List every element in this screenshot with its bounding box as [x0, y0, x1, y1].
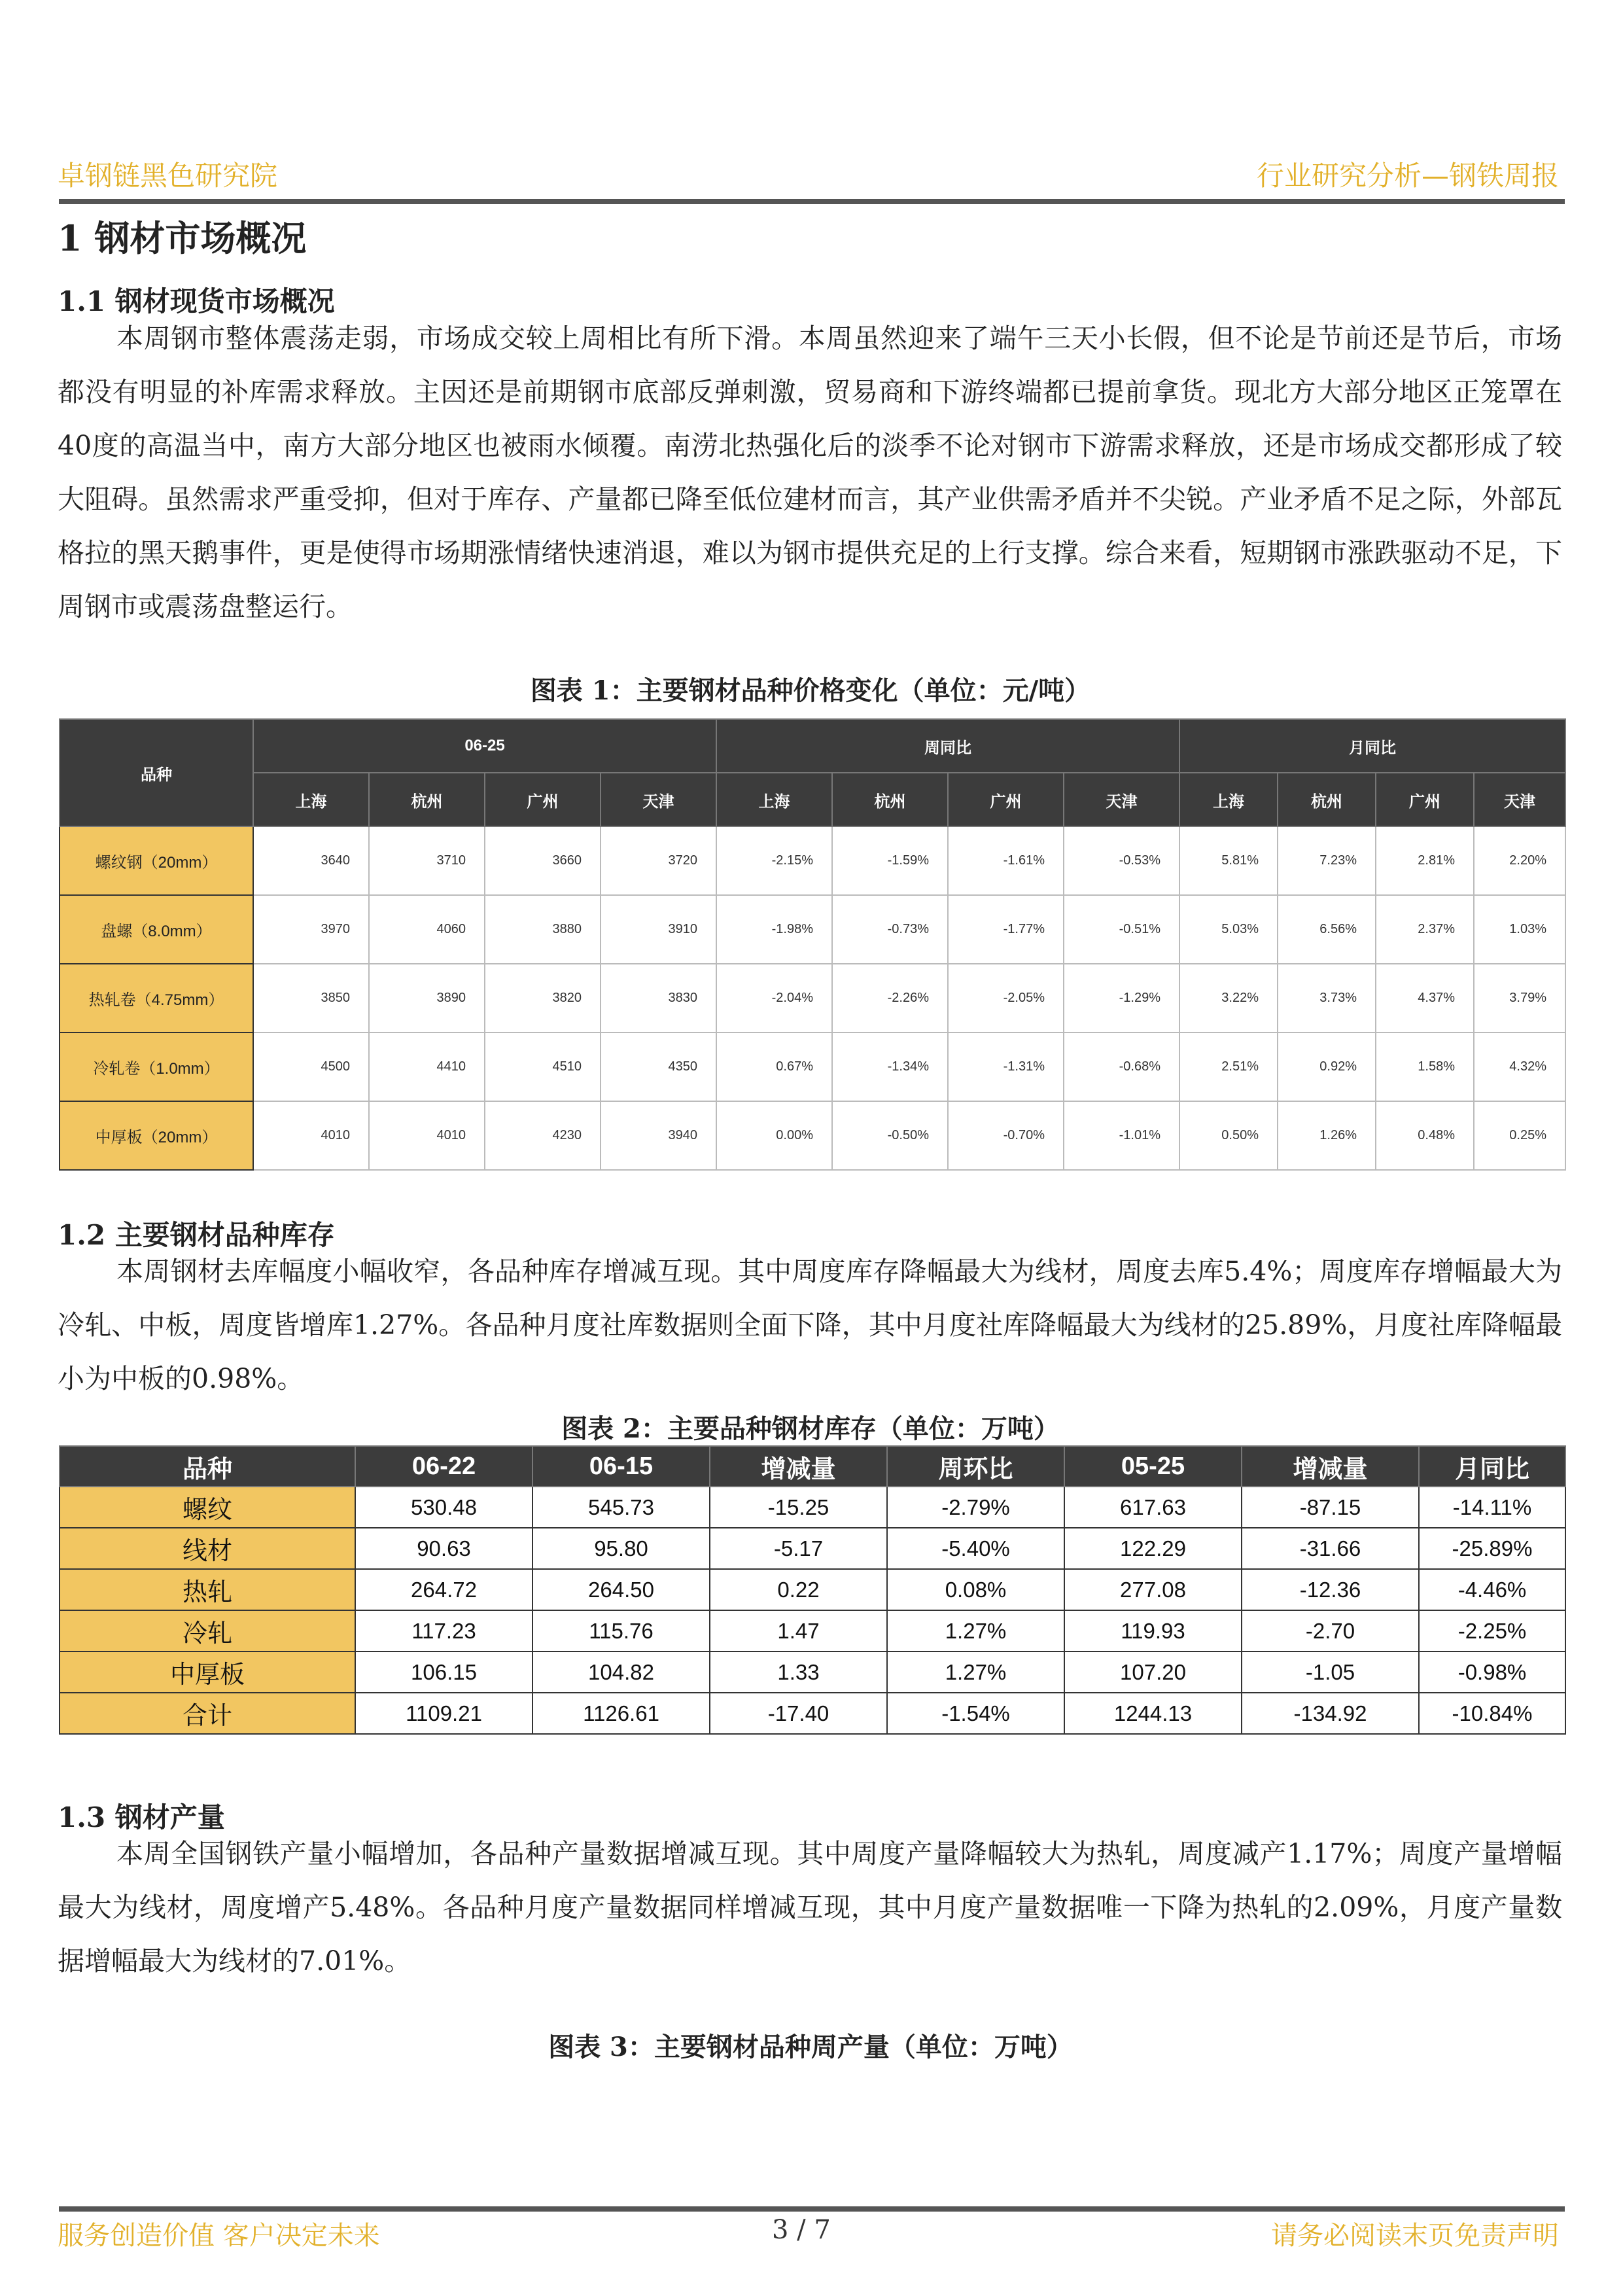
- table-cell: -1.98%: [716, 895, 832, 964]
- table-cell: -2.04%: [716, 964, 832, 1033]
- table-cell: 1.26%: [1278, 1101, 1376, 1170]
- table2-column-header: 月同比: [1419, 1446, 1565, 1487]
- table-cell: 264.72: [355, 1569, 532, 1610]
- table-cell: 2.20%: [1474, 826, 1565, 895]
- table-cell: -1.29%: [1064, 964, 1179, 1033]
- table-cell: -0.98%: [1419, 1651, 1565, 1693]
- table-cell: 115.76: [532, 1610, 710, 1651]
- table-cell: 104.82: [532, 1651, 710, 1693]
- table-cell: -0.73%: [832, 895, 948, 964]
- table-cell: 277.08: [1064, 1569, 1242, 1610]
- table-cell: 3850: [253, 964, 369, 1033]
- table-cell: 95.80: [532, 1528, 710, 1569]
- table-cell: -87.15: [1242, 1487, 1419, 1528]
- table-cell: 3720: [601, 826, 716, 895]
- table-cell: 4500: [253, 1033, 369, 1101]
- table-cell: 0.92%: [1278, 1033, 1376, 1101]
- table-cell: 3710: [369, 826, 485, 895]
- variety-name: 合计: [60, 1693, 355, 1734]
- table-cell: 617.63: [1064, 1487, 1242, 1528]
- table-cell: 4010: [253, 1101, 369, 1170]
- table-cell: 3910: [601, 895, 716, 964]
- header-org-name: 卓钢链黑色研究院: [58, 160, 278, 192]
- table-cell: 3640: [253, 826, 369, 895]
- variety-name: 螺纹钢（20mm）: [60, 826, 253, 895]
- table2-column-header: 06-15: [532, 1446, 710, 1487]
- table-cell: -4.46%: [1419, 1569, 1565, 1610]
- table-cell: 107.20: [1064, 1651, 1242, 1693]
- table-cell: -2.05%: [948, 964, 1064, 1033]
- table3-caption: 图表 3：主要钢材品种周产量（单位：万吨）: [548, 2032, 1073, 2062]
- table-cell: 2.37%: [1376, 895, 1474, 964]
- table1-header-mom: 月同比: [1179, 719, 1565, 773]
- variety-name: 冷轧: [60, 1610, 355, 1651]
- header-divider: [59, 199, 1565, 204]
- table-cell: 3970: [253, 895, 369, 964]
- table-row: [60, 895, 1565, 964]
- table-cell: -1.05: [1242, 1651, 1419, 1693]
- table-cell: 1.03%: [1474, 895, 1565, 964]
- variety-name: 中厚板（20mm）: [60, 1101, 253, 1170]
- page-number: 3 / 7: [772, 2215, 831, 2245]
- table-cell: 1244.13: [1064, 1693, 1242, 1734]
- table-cell: 1.27%: [887, 1651, 1064, 1693]
- table-cell: -15.25: [710, 1487, 887, 1528]
- table-cell: 3.79%: [1474, 964, 1565, 1033]
- table2-column-header: 05-25: [1064, 1446, 1242, 1487]
- header-report-type: 行业研究分析—钢铁周报: [1256, 160, 1559, 192]
- table-cell: -1.77%: [948, 895, 1064, 964]
- price-table: [59, 718, 1566, 1171]
- table-cell: 5.03%: [1179, 895, 1278, 964]
- table-cell: -1.61%: [948, 826, 1064, 895]
- table-cell: 4230: [485, 1101, 601, 1170]
- table-row: [60, 964, 1565, 1033]
- table-cell: -0.53%: [1064, 826, 1179, 895]
- table1-header-wow: 周同比: [716, 719, 1179, 773]
- table-cell: 1.58%: [1376, 1033, 1474, 1101]
- table-row: [60, 1528, 1565, 1569]
- table-cell: -2.26%: [832, 964, 948, 1033]
- table1-city-header: 广州: [1376, 773, 1474, 826]
- table2-column-header: 周环比: [887, 1446, 1064, 1487]
- variety-name: 热轧: [60, 1569, 355, 1610]
- paragraph-production: 本周全国钢铁产量小幅增加，各品种产量数据增减互现。其中周度产量降幅较大为热轧，周度减产1.17%；周度产量增幅最大为线材，周度增产5.48%。各品种月度产量数据同样增减互现，其中月度产量数据唯一下降为热轧的2.09%，月度产量数据增幅最大为线材的7.01%。: [58, 1838, 1562, 1977]
- variety-name: 中厚板: [60, 1651, 355, 1693]
- table-cell: 4.32%: [1474, 1033, 1565, 1101]
- table-cell: -2.25%: [1419, 1610, 1565, 1651]
- table-row: [60, 1487, 1565, 1528]
- table-cell: 1.47: [710, 1610, 887, 1651]
- table2-column-header: 06-22: [355, 1446, 532, 1487]
- table2-caption: 图表 2：主要品种钢材库存（单位：万吨）: [561, 1413, 1060, 1444]
- table-cell: -14.11%: [1419, 1487, 1565, 1528]
- table-row: [60, 826, 1565, 895]
- table2-column-header: 增减量: [1242, 1446, 1419, 1487]
- subsection-title-1-3: 1.3 钢材产量: [58, 1801, 225, 1833]
- table-cell: 0.48%: [1376, 1101, 1474, 1170]
- table-cell: 2.81%: [1376, 826, 1474, 895]
- section-title: 1 钢材市场概况: [58, 217, 307, 259]
- subsection-title-1-1: 1.1 钢材现货市场概况: [58, 285, 335, 317]
- table-cell: 6.56%: [1278, 895, 1376, 964]
- variety-name: 盘螺（8.0mm）: [60, 895, 253, 964]
- table2-column-header: 品种: [60, 1446, 355, 1487]
- table-cell: -1.31%: [948, 1033, 1064, 1101]
- table-cell: -134.92: [1242, 1693, 1419, 1734]
- table-row: [60, 1693, 1565, 1734]
- table-cell: -1.54%: [887, 1693, 1064, 1734]
- table-cell: 4010: [369, 1101, 485, 1170]
- footer-slogan: 服务创造价值 客户决定未来: [58, 2221, 380, 2251]
- table-cell: 4410: [369, 1033, 485, 1101]
- table-cell: -10.84%: [1419, 1693, 1565, 1734]
- paragraph-market-overview: 本周钢市整体震荡走弱，市场成交较上周相比有所下滑。本周虽然迎来了端午三天小长假，但不论是节前还是节后，市场都没有明显的补库需求释放。主因还是前期钢市底部反弹刺激，贸易商和下游终端都已提前拿货。现北方大部分地区正笼罩在40度的高温当中，南方大部分地区也被雨水倾覆。南涝北热强化后的淡季不论对钢市下游需求释放，还是市场成交都形成了较大阻碍。虽然需求严重受抑，但对于库存、产量都已降至低位建材而言，其产业供需矛盾并不尖锐。产业矛盾不足之际，外部瓦格拉的黑天鹅事件，更是使得市场期涨情绪快速消退，难以为钢市提供充足的上行支撑。综合来看，短期钢市涨跌驱动不足，下周钢市或震荡盘整运行。: [58, 323, 1562, 622]
- table-cell: 264.50: [532, 1569, 710, 1610]
- table-cell: 3.22%: [1179, 964, 1278, 1033]
- table-cell: -17.40: [710, 1693, 887, 1734]
- variety-name: 线材: [60, 1528, 355, 1569]
- table-row: [60, 1569, 1565, 1610]
- table-cell: -0.70%: [948, 1101, 1064, 1170]
- footer-disclaimer-note: 请务必阅读末页免责声明: [1271, 2221, 1559, 2251]
- table1-header-variety: 品种: [60, 719, 253, 826]
- table-cell: 3660: [485, 826, 601, 895]
- table-cell: 3830: [601, 964, 716, 1033]
- table1-header-date: 06-25: [253, 719, 716, 773]
- table-cell: 3820: [485, 964, 601, 1033]
- table-cell: -31.66: [1242, 1528, 1419, 1569]
- table-cell: -0.50%: [832, 1101, 948, 1170]
- table-cell: 0.22: [710, 1569, 887, 1610]
- table-cell: 0.50%: [1179, 1101, 1278, 1170]
- paragraph-inventory: 本周钢材去库幅度小幅收窄，各品种库存增减互现。其中周度库存降幅最大为线材，周度去库5.4%；周度库存增幅最大为冷轧、中板，周度皆增库1.27%。各品种月度社库数据则全面下降，其中月度社库降幅最大为线材的25.89%，月度社库降幅最小为中板的0.98%。: [58, 1256, 1562, 1394]
- table2-column-header: 增减量: [710, 1446, 887, 1487]
- table1-city-header: 天津: [1474, 773, 1565, 826]
- table1-city-header: 上海: [1179, 773, 1278, 826]
- table-cell: 4510: [485, 1033, 601, 1101]
- table-cell: 5.81%: [1179, 826, 1278, 895]
- table1-city-header: 杭州: [1278, 773, 1376, 826]
- table-cell: 106.15: [355, 1651, 532, 1693]
- table-cell: -5.17: [710, 1528, 887, 1569]
- table-row: [60, 1033, 1565, 1101]
- table-cell: 117.23: [355, 1610, 532, 1651]
- variety-name: 热轧卷（4.75mm）: [60, 964, 253, 1033]
- table-cell: 119.93: [1064, 1610, 1242, 1651]
- table-cell: 0.25%: [1474, 1101, 1565, 1170]
- table-row: [60, 1101, 1565, 1170]
- table-row: [60, 1610, 1565, 1651]
- subsection-title-1-2: 1.2 主要钢材品种库存: [58, 1219, 335, 1251]
- footer-divider: [59, 2206, 1565, 2212]
- table-cell: 0.08%: [887, 1569, 1064, 1610]
- table-cell: 1126.61: [532, 1693, 710, 1734]
- table-cell: -1.34%: [832, 1033, 948, 1101]
- table-cell: -0.51%: [1064, 895, 1179, 964]
- table-cell: 3940: [601, 1101, 716, 1170]
- table-cell: 2.51%: [1179, 1033, 1278, 1101]
- table-cell: -12.36: [1242, 1569, 1419, 1610]
- table-cell: 545.73: [532, 1487, 710, 1528]
- table-cell: 90.63: [355, 1528, 532, 1569]
- table-cell: 3890: [369, 964, 485, 1033]
- table-cell: 3.73%: [1278, 964, 1376, 1033]
- table1-city-header: 上海: [253, 773, 369, 826]
- table-cell: 1109.21: [355, 1693, 532, 1734]
- table1-caption: 图表 1：主要钢材品种价格变化（单位：元/吨）: [530, 675, 1091, 706]
- table-cell: -25.89%: [1419, 1528, 1565, 1569]
- table1-city-header: 广州: [948, 773, 1064, 826]
- table-cell: -2.70: [1242, 1610, 1419, 1651]
- table1-city-header: 上海: [716, 773, 832, 826]
- table-cell: -1.59%: [832, 826, 948, 895]
- table-cell: 7.23%: [1278, 826, 1376, 895]
- table-cell: 0.67%: [716, 1033, 832, 1101]
- table-row: [60, 1651, 1565, 1693]
- table-cell: 3880: [485, 895, 601, 964]
- table-cell: 122.29: [1064, 1528, 1242, 1569]
- table-cell: 1.33: [710, 1651, 887, 1693]
- table1-city-header: 广州: [485, 773, 601, 826]
- table-cell: 0.00%: [716, 1101, 832, 1170]
- table-cell: -5.40%: [887, 1528, 1064, 1569]
- table-cell: 4060: [369, 895, 485, 964]
- variety-name: 冷轧卷（1.0mm）: [60, 1033, 253, 1101]
- table1-city-header: 杭州: [832, 773, 948, 826]
- table1-city-header: 天津: [1064, 773, 1179, 826]
- table1-city-header: 天津: [601, 773, 716, 826]
- table-cell: -2.15%: [716, 826, 832, 895]
- variety-name: 螺纹: [60, 1487, 355, 1528]
- table-cell: -2.79%: [887, 1487, 1064, 1528]
- table-cell: 4.37%: [1376, 964, 1474, 1033]
- table-cell: 530.48: [355, 1487, 532, 1528]
- table-cell: -1.01%: [1064, 1101, 1179, 1170]
- table-cell: -0.68%: [1064, 1033, 1179, 1101]
- table1-city-header: 杭州: [369, 773, 485, 826]
- table-cell: 4350: [601, 1033, 716, 1101]
- table-cell: 1.27%: [887, 1610, 1064, 1651]
- inventory-table: [59, 1445, 1566, 1735]
